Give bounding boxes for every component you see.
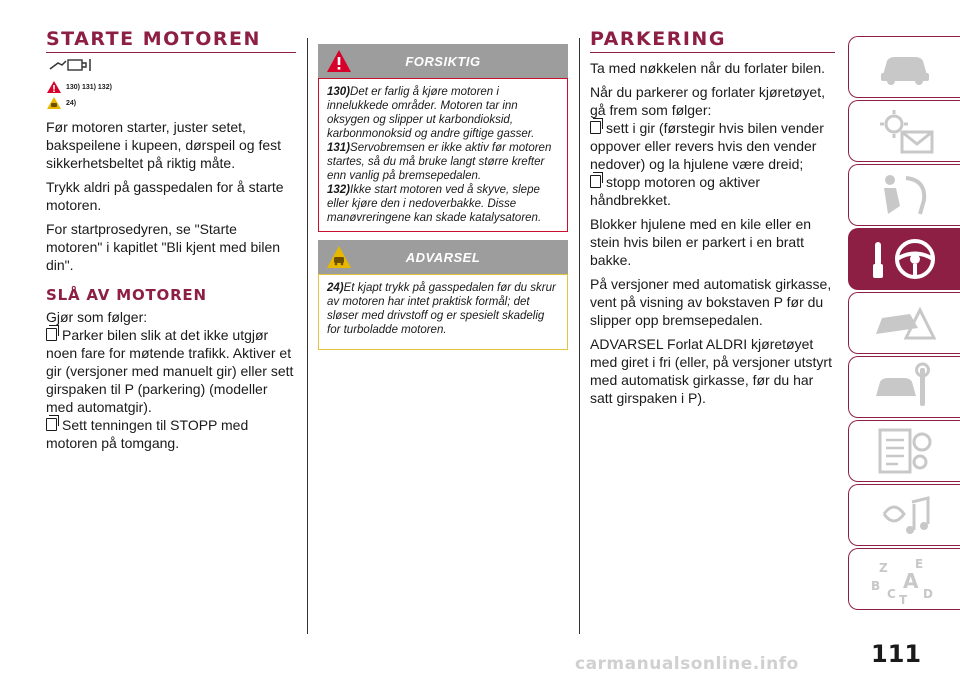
section-title-parkering: PARKERING bbox=[590, 28, 835, 53]
bullet-item: Parker bilen slik at det ikke utgjør noen fare for møtende trafikk. Aktiver et gir (versjoner med manuelt gir) eller sett girspaken til P (parkering) (modeller med automatgir). bbox=[46, 327, 294, 415]
tab-maintenance[interactable] bbox=[848, 356, 960, 418]
warning-item: 132)Ikke start motoren ved å skyve, slepe eller kjøre den i nedoverbakke. Disse manøvreringene kan skade katalysatoren. bbox=[327, 184, 542, 224]
column-divider bbox=[579, 38, 580, 634]
technical-data-icon bbox=[870, 426, 940, 476]
checkbox-bullet-icon bbox=[590, 121, 601, 134]
svg-text:D: D bbox=[922, 587, 933, 601]
paragraph-2: Når du parkerer og forlater kjøretøyet, gå frem som følger: bbox=[590, 84, 825, 118]
breakdown-icon bbox=[870, 298, 940, 348]
tab-emergency[interactable] bbox=[848, 292, 960, 354]
caution-triangle-icon bbox=[326, 245, 352, 269]
warning-item: 131)Servobremsen er ikke aktiv før motoren startes, så du må bruke langt større krefter enn vanlig på bremsepedalen. bbox=[327, 142, 552, 182]
tab-car[interactable] bbox=[848, 36, 960, 98]
warning-item: 130)Det er farlig å kjøre motoren i innelukkede områder. Motoren tar inn oksygen og slipper ut karbondioksid, karbonmonoksid og andre giftige gasser. bbox=[327, 86, 535, 140]
caution-triangle-icon bbox=[46, 96, 62, 110]
index-icon bbox=[865, 554, 945, 604]
caution-item: 24)Et kjapt trykk på gasspedalen før du skrur av motoren har intet praktisk formål; det sløser med drivstoff og er spesielt skadelig for turboladde motoren. bbox=[327, 282, 556, 336]
caution-box-body bbox=[318, 274, 568, 350]
bullet-item: stopp motoren og aktiver håndbrekket. bbox=[590, 174, 761, 208]
caution-box-header bbox=[318, 240, 568, 274]
column-divider bbox=[307, 38, 308, 634]
bullet-item: sett i gir (førstegir hvis bilen vender oppover eller revers hvis den vender nedover) og la hjulene være dreid; bbox=[590, 120, 824, 172]
section-title-starte-motoren: STARTE MOTOREN bbox=[46, 28, 296, 53]
intro-text: Gjør som følger: bbox=[46, 309, 148, 325]
section-title-sla-av-motoren: SLÅ AV MOTOREN bbox=[46, 286, 207, 304]
svg-text:E: E bbox=[914, 557, 923, 571]
warning-box-title: FORSIKTIG bbox=[405, 53, 481, 69]
watermark: carmanualsonline.info bbox=[575, 654, 799, 674]
seat-airbag-icon bbox=[870, 170, 940, 220]
checkbox-bullet-icon bbox=[590, 175, 601, 188]
caution-refs bbox=[46, 96, 296, 110]
tab-safety[interactable] bbox=[848, 164, 960, 226]
multimedia-icon bbox=[870, 490, 940, 540]
chapter-tabs bbox=[848, 36, 960, 612]
tab-starting-driving[interactable] bbox=[848, 228, 960, 290]
paragraph-1: Ta med nøkkelen når du forlater bilen. bbox=[590, 60, 826, 76]
warning-triangle-icon bbox=[326, 49, 352, 73]
dashboard-lights-icon bbox=[870, 106, 940, 156]
bullet-item: Sett tenningen til STOPP med motoren på tomgang. bbox=[46, 417, 249, 451]
paragraph-3: Blokker hjulene med en kile eller en stein hvis bilen er parkert i en bratt bakke. bbox=[590, 216, 812, 268]
car-service-icon bbox=[870, 362, 940, 412]
engine-start-icon bbox=[48, 57, 296, 78]
steering-wheel-key-icon bbox=[865, 234, 945, 284]
caution-refs-text: 24) bbox=[66, 99, 77, 107]
page-number: 111 bbox=[871, 640, 922, 668]
checkbox-bullet-icon bbox=[46, 328, 57, 341]
svg-text:T: T bbox=[898, 593, 907, 604]
warning-refs-text: 130) 131) 132) bbox=[66, 83, 112, 91]
svg-text:Z: Z bbox=[878, 561, 888, 575]
tab-multimedia[interactable] bbox=[848, 484, 960, 546]
svg-text:C: C bbox=[886, 587, 896, 601]
column-notes bbox=[318, 44, 568, 350]
column-starte-motoren bbox=[46, 28, 296, 458]
car-icon bbox=[875, 47, 935, 87]
tab-dashboard-lights[interactable] bbox=[848, 100, 960, 162]
svg-text:A: A bbox=[902, 569, 918, 593]
paragraph-4: På versjoner med automatisk girkasse, vent på visning av bokstaven P før du slipper opp bremsepedalen. bbox=[590, 276, 832, 328]
warning-triangle-icon bbox=[46, 80, 62, 94]
column-parkering bbox=[590, 28, 835, 413]
tab-index[interactable] bbox=[848, 548, 960, 610]
paragraph-3: For startprosedyren, se "Starte motoren" i kapitlet "Bli kjent med bilen din". bbox=[46, 221, 281, 273]
tab-technical-data[interactable] bbox=[848, 420, 960, 482]
svg-text:B: B bbox=[870, 579, 880, 593]
caution-box-title: ADVARSEL bbox=[405, 249, 481, 265]
caution-box bbox=[318, 240, 568, 350]
paragraph-5: ADVARSEL Forlat ALDRI kjøretøyet med giret i fri (eller, på versjoner utstyrt med automatisk girkasse, før du har satt girspaken i P). bbox=[590, 336, 832, 406]
paragraph-2: Trykk aldri på gasspedalen for å starte motoren. bbox=[46, 179, 284, 213]
warning-refs bbox=[46, 80, 296, 94]
checkbox-bullet-icon bbox=[46, 418, 57, 431]
paragraph-1: Før motoren starter, juster setet, bakspeilene i kupeen, dørspeil og fest sikkerhetsbeltet på riktig måte. bbox=[46, 119, 282, 171]
warning-box-body bbox=[318, 78, 568, 232]
warning-box bbox=[318, 44, 568, 232]
warning-box-header bbox=[318, 44, 568, 78]
